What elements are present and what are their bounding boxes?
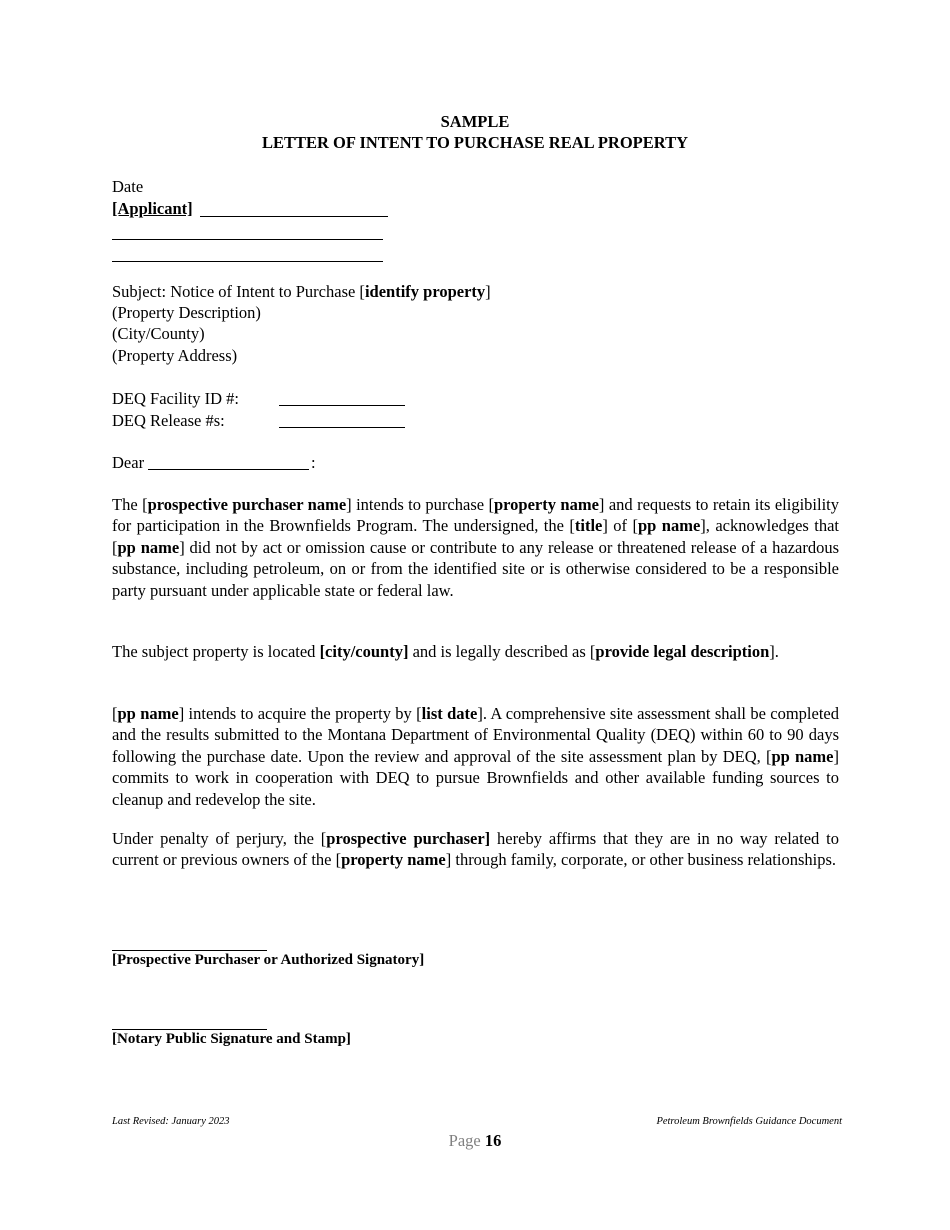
paragraph-run: ] commits to work in cooperation with DEQ to pursue Brownfields and other available funding sources to cleanup and redevelop the site. — [112, 746, 839, 809]
paragraph-run: pp name — [117, 704, 179, 723]
paragraph-run: ] of [ — [602, 516, 638, 536]
purchaser-signature-label: [Prospective Purchaser or Authorized Signatory] — [112, 952, 425, 968]
paragraph-run: title — [574, 516, 603, 536]
subject-line: Subject: Notice of Intent to Purchase [identify property] — [112, 282, 491, 301]
paragraph-run: pp name — [771, 746, 834, 766]
paragraph-run: ] did not by act or omission cause or contribute to any release or threatened release of a hazardous substance, including petroleum, on or from the identified site or is otherwise considered to be a responsible party pursuant under applicable state or federal law. — [112, 537, 839, 600]
paragraph-run: ] and requests to retain its eligibility for participation in the Brownfields Program. The undersigned, the [ — [112, 495, 839, 536]
footer-revised: Last Revised: January 2023 — [112, 1116, 230, 1127]
paragraph-run: ] intends to purchase [ — [346, 495, 494, 514]
subject-placeholder: identify property — [364, 282, 486, 301]
purchaser-signature-line — [112, 950, 267, 951]
paragraph-run: pp name — [638, 516, 701, 536]
notary-signature-label: [Notary Public Signature and Stamp] — [112, 1031, 351, 1047]
paragraph-run: property name — [341, 850, 446, 870]
paragraph-run: pp name — [117, 537, 180, 557]
paragraph-run: ] through family, corporate, or other business relationships. — [445, 850, 836, 870]
page-number: Page 16 — [448, 1131, 502, 1150]
deq-facility-label: DEQ Facility ID #: — [112, 389, 239, 408]
paragraph-1 — [112, 494, 839, 601]
document-title-line1: SAMPLE — [440, 112, 510, 131]
paragraph-run: prospective purchaser name — [147, 495, 347, 514]
paragraph-2 — [112, 641, 839, 662]
paragraph-run: [city/county] — [319, 642, 409, 661]
paragraph-4 — [112, 828, 839, 871]
notary-signature-line — [112, 1029, 267, 1030]
salutation-colon: : — [311, 453, 316, 472]
deq-release-blank — [279, 427, 405, 428]
paragraph-run: property name — [493, 495, 599, 514]
paragraph-run: [ — [112, 704, 118, 723]
city-county-line: (City/County) — [112, 324, 205, 343]
address-line-2 — [112, 261, 383, 262]
paragraph-run: The subject property is located — [112, 642, 320, 661]
paragraph-run: ]. — [769, 642, 779, 661]
paragraph-run: ] intends to acquire the property by [ — [178, 704, 422, 723]
property-address-line: (Property Address) — [112, 346, 238, 365]
paragraph-run: provide legal description — [595, 642, 770, 661]
paragraph-run: ], acknowledges that [ — [112, 516, 840, 557]
salutation-dear: Dear — [112, 453, 145, 472]
paragraph-run: The [ — [112, 495, 148, 514]
paragraph-run: list date — [421, 704, 478, 723]
address-line-1 — [112, 239, 383, 240]
footer-document-title: Petroleum Brownfields Guidance Document — [656, 1116, 842, 1127]
applicant-underline — [200, 216, 388, 217]
property-description-line: (Property Description) — [112, 303, 261, 322]
paragraph-run: Under penalty of perjury, the [ — [112, 829, 327, 848]
paragraph-run: ]. A comprehensive site assessment shall be completed and the results submitted to the Montana Department of Environmental Quality (DEQ) within 60 to 90 days following the purchase date. Upon the review and approval of the site assessment plan by DEQ, [ — [112, 704, 839, 766]
paragraph-3 — [112, 703, 839, 810]
applicant-label: [Applicant] — [112, 199, 193, 218]
salutation-blank — [148, 469, 309, 470]
paragraph-run: hereby affirms that they are in no way related to current or previous owners of the [ — [112, 829, 839, 870]
date-label: Date — [112, 177, 144, 196]
document-title-line2: LETTER OF INTENT TO PURCHASE REAL PROPERTY — [261, 133, 689, 152]
deq-facility-blank — [279, 405, 405, 406]
paragraph-run: prospective purchaser] — [326, 829, 491, 848]
paragraph-run: and is legally described as [ — [408, 642, 596, 661]
deq-release-label: DEQ Release #s: — [112, 411, 225, 430]
